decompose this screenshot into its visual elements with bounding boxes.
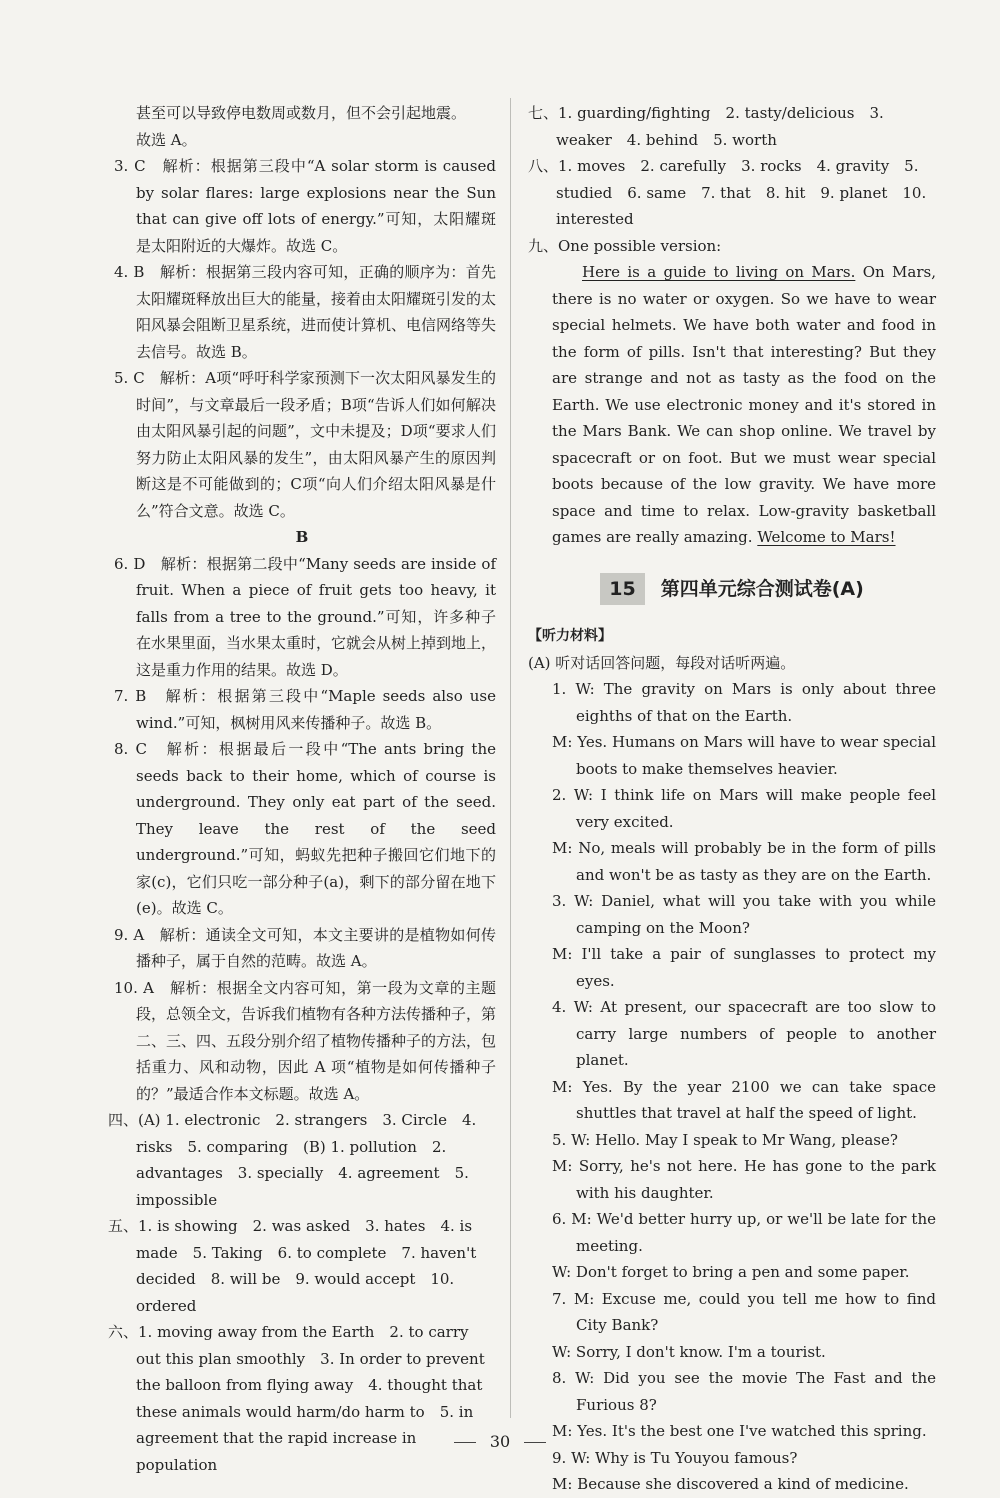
dialogue-line-1: 3. W: Daniel, what will you take with you while camping on the Moon? bbox=[552, 892, 936, 937]
dialogue-item bbox=[528, 994, 936, 1127]
section-6-answers: 六、1. moving away from the Earth 2. to carry out this plan smoothly 3. In order to prevent the balloon from flying away 4. thought that these animals would harm/do harm to 5. in agreement that the rapid increase in population bbox=[108, 1323, 485, 1474]
dialogue-line-1: 7. M: Excuse me, could you tell me how to find City Bank? bbox=[552, 1289, 936, 1334]
dialogue-item bbox=[528, 1445, 936, 1498]
section-4-answers: 四、(A) 1. electronic 2. strangers 3. Circle 4. risks 5. comparing (B) 1. pollution 2. advantages 3. specially 4. agreement 5. impossible bbox=[108, 1111, 477, 1209]
answer-6: 6. D 解析：根据第二段中“Many seeds are inside of fruit. When a piece of fruit gets too heavy, it falls from a tree to the ground.”可知，许多种子在水果里面，当水果太重时，它就会从树上掉到地上，这是重力作用的结果。故选 D。 bbox=[114, 554, 497, 679]
answer-continuation: 甚至可以导致停电数周或数月，但不会引起地震。 故选 A。 bbox=[136, 104, 467, 149]
section-9-heading: 九、One possible version: bbox=[528, 236, 722, 255]
dialogue-item bbox=[528, 1206, 936, 1286]
dialogue-line-1: 9. W: Why is Tu Youyou famous? bbox=[552, 1448, 798, 1467]
dialogue-line-2: M: Yes. By the year 2100 we can take space shuttles that travel at half the speed of light. bbox=[552, 1077, 936, 1122]
right-column bbox=[528, 100, 936, 1498]
answer-5: 5. C 解析：A项“呼吁科学家预测下一次太阳风暴发生的时间”，与文章最后一段矛盾；B项“告诉人们如何解决由太阳风暴引起的问题”，文中未提及；D项“要求人们努力防止太阳风暴的发生”，由太阳风暴产生的原因判断这是不可能做到的；C项“向人们介绍太阳风暴是什么”符合文意。故选 C。 bbox=[114, 369, 496, 520]
answer-7: 7. B 解析：根据第三段中“Maple seeds also use wind.”可知，枫树用风来传播种子。故选 B。 bbox=[114, 687, 496, 732]
answer-3: 3. C 解析：根据第三段中“A solar storm is caused by solar flares: large explosions near the Sun that can give off lots of energy.”可知，太阳耀斑是太阳附近的大爆炸。故选 C。 bbox=[114, 157, 496, 255]
dialogue-list bbox=[528, 676, 936, 1498]
answer-10: 10. A 解析：根据全文内容可知，第一段为文章的主题段，总领全文，告诉我们植物有各种方法传播种子，第二、三、四、五段分别介绍了植物传播种子的方法，包括重力、风和动物，因此 A 项“植物是如何传播种子的？”最适合作本文标题。故选 A。 bbox=[114, 978, 497, 1103]
answer-8: 8. C 解析：根据最后一段中“The ants bring the seeds back to their home, which of course is underground. They only eat part of the seed. They leave the rest of the seed underground.”可知，蚂蚁先把种子搬回它们地下的家(c)，它们只吃一部分种子(a)，剩下的部分留在地下(e)。故选 C。 bbox=[114, 740, 496, 917]
unit-heading bbox=[528, 573, 936, 606]
essay-closing-sentence: Welcome to Mars! bbox=[757, 528, 896, 546]
dialogue-line-1: 1. W: The gravity on Mars is only about three eighths of that on the Earth. bbox=[552, 680, 936, 725]
unit-number-badge: 15 bbox=[600, 573, 644, 606]
section-8-answers: 八、1. moves 2. carefully 3. rocks 4. gravity 5. studied 6. same 7. that 8. hit 9. planet 10. interested bbox=[528, 157, 927, 228]
dialogue-line-2: M: Because she discovered a kind of medicine. bbox=[552, 1475, 909, 1493]
dialogue-item bbox=[528, 888, 936, 994]
dialogue-line-1: 2. W: I think life on Mars will make people feel very excited. bbox=[552, 786, 936, 831]
essay-opening-sentence: Here is a guide to living on Mars. bbox=[582, 263, 856, 281]
dialogue-line-1: 6. M: We'd better hurry up, or we'll be late for the meeting. bbox=[552, 1210, 936, 1255]
section-7-answers: 七、1. guarding/fighting 2. tasty/delicious 3. weaker 4. behind 5. worth bbox=[528, 104, 884, 149]
listening-instructions: (A) 听对话回答问题，每段对话听两遍。 bbox=[528, 653, 796, 672]
dialogue-line-1: 5. W: Hello. May I speak to Mr Wang, please? bbox=[552, 1130, 898, 1149]
dialogue-line-2: W: Don't forget to bring a pen and some paper. bbox=[552, 1263, 910, 1281]
dialogue-line-1: 8. W: Did you see the movie The Fast and the Furious 8? bbox=[552, 1369, 936, 1414]
dialogue-line-2: W: Sorry, I don't know. I'm a tourist. bbox=[552, 1342, 826, 1361]
footer-dash-right bbox=[524, 1442, 546, 1443]
answer-9: 9. A 解析：通读全文可知，本文主要讲的是植物如何传播种子，属于自然的范畴。故选 A。 bbox=[114, 925, 496, 970]
section-b-heading: B bbox=[295, 528, 309, 546]
dialogue-item bbox=[528, 782, 936, 888]
dialogue-line-2: M: Yes. It's the best one I've watched this spring. bbox=[552, 1422, 927, 1440]
dialogue-line-2: M: Sorry, he's not here. He has gone to the park with his daughter. bbox=[552, 1157, 936, 1202]
answer-4: 4. B 解析：根据第三段内容可知，正确的顺序为：首先太阳耀斑释放出巨大的能量，接着由太阳耀斑引发的太阳风暴会阻断卫星系统，进而使计算机、电信网络等失去信号。故选 B。 bbox=[114, 263, 497, 361]
left-column bbox=[108, 100, 496, 1478]
dialogue-item bbox=[528, 676, 936, 782]
section-5-answers: 五、1. is showing 2. was asked 3. hates 4. is made 5. Taking 6. to complete 7. haven't decided 8. will be 9. would accept 10. ordered bbox=[108, 1217, 477, 1315]
footer-dash-left bbox=[454, 1442, 476, 1443]
dialogue-line-1: 4. W: At present, our spacecraft are too slow to carry large numbers of people to another planet. bbox=[552, 998, 936, 1069]
sample-essay bbox=[528, 259, 936, 551]
dialogue-item bbox=[528, 1127, 936, 1207]
dialogue-line-2: M: Yes. Humans on Mars will have to wear special boots to make themselves heavier. bbox=[552, 733, 936, 778]
unit-title: 第四单元综合测试卷(A) bbox=[660, 577, 864, 600]
page-footer bbox=[0, 1432, 1000, 1451]
dialogue-line-2: M: I'll take a pair of sunglasses to protect my eyes. bbox=[552, 945, 936, 990]
dialogue-line-2: M: No, meals will probably be in the form of pills and won't be as tasty as they are on the Earth. bbox=[552, 839, 936, 884]
column-divider bbox=[510, 98, 511, 1418]
essay-body: On Mars, there is no water or oxygen. So we have to wear special helmets. We have both water and food in the form of pills. Isn't that interesting? But they are strange and not as tasty as the food on the Earth. We use electronic money and it's stored in the Mars Bank. We can shop online. We travel by spacecraft or on foot. But we must wear special boots because of the low gravity. We have more space and time to relax. Low-gravity basketball games are really amazing. bbox=[552, 263, 936, 546]
dialogue-item bbox=[528, 1286, 936, 1366]
page-number: 30 bbox=[489, 1432, 511, 1451]
listening-heading: 【听力材料】 bbox=[528, 628, 612, 644]
